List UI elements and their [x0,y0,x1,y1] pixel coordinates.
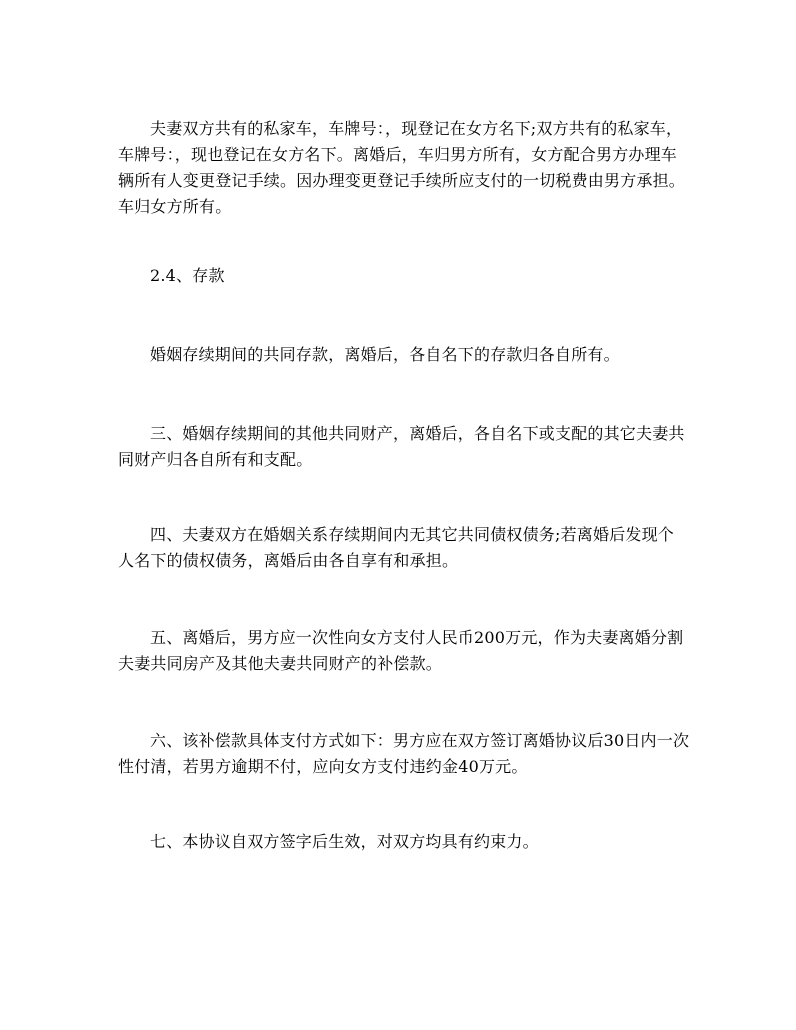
paragraph-clause-three: 三、婚姻存续期间的其他共同财产，离婚后，各自名下或支配的其它夫妻共同财产归各自所有和支配。 [118,424,685,469]
paragraph-private-car: 夫妻双方共有的私家车，车牌号：，现登记在女方名下;双方共有的私家车，车牌号：，现也登记在女方名下。离婚后，车归男方所有，女方配合男方办理车辆所有人变更登记手续。因办理变更登记手续所应支付的一切税费由男方承担。车归女方所有。 [118,119,686,216]
section-heading-deposits: 2.4、存款 [150,266,225,285]
paragraph-clause-five: 五、离婚后，男方应一次性向女方支付人民币200万元，作为夫妻离婚分割夫妻共同房产及其他夫妻共同财产的补偿款。 [118,628,684,673]
paragraph-clause-seven: 七、本协议自双方签字后生效，对双方均具有约束力。 [150,832,539,851]
paragraph-clause-six: 六、该补偿款具体支付方式如下：男方应在双方签订离婚协议后30日内一次性付清，若男方逾期不付，应向女方支付违约金40万元。 [118,731,690,776]
paragraph-deposits: 婚姻存续期间的共同存款，离婚后，各自名下的存款归各自所有。 [150,345,620,364]
paragraph-clause-four: 四、夫妻双方在婚姻关系存续期间内无其它共同债权债务;若离婚后发现个人名下的债权债务，离婚后由各自享有和承担。 [118,525,674,570]
